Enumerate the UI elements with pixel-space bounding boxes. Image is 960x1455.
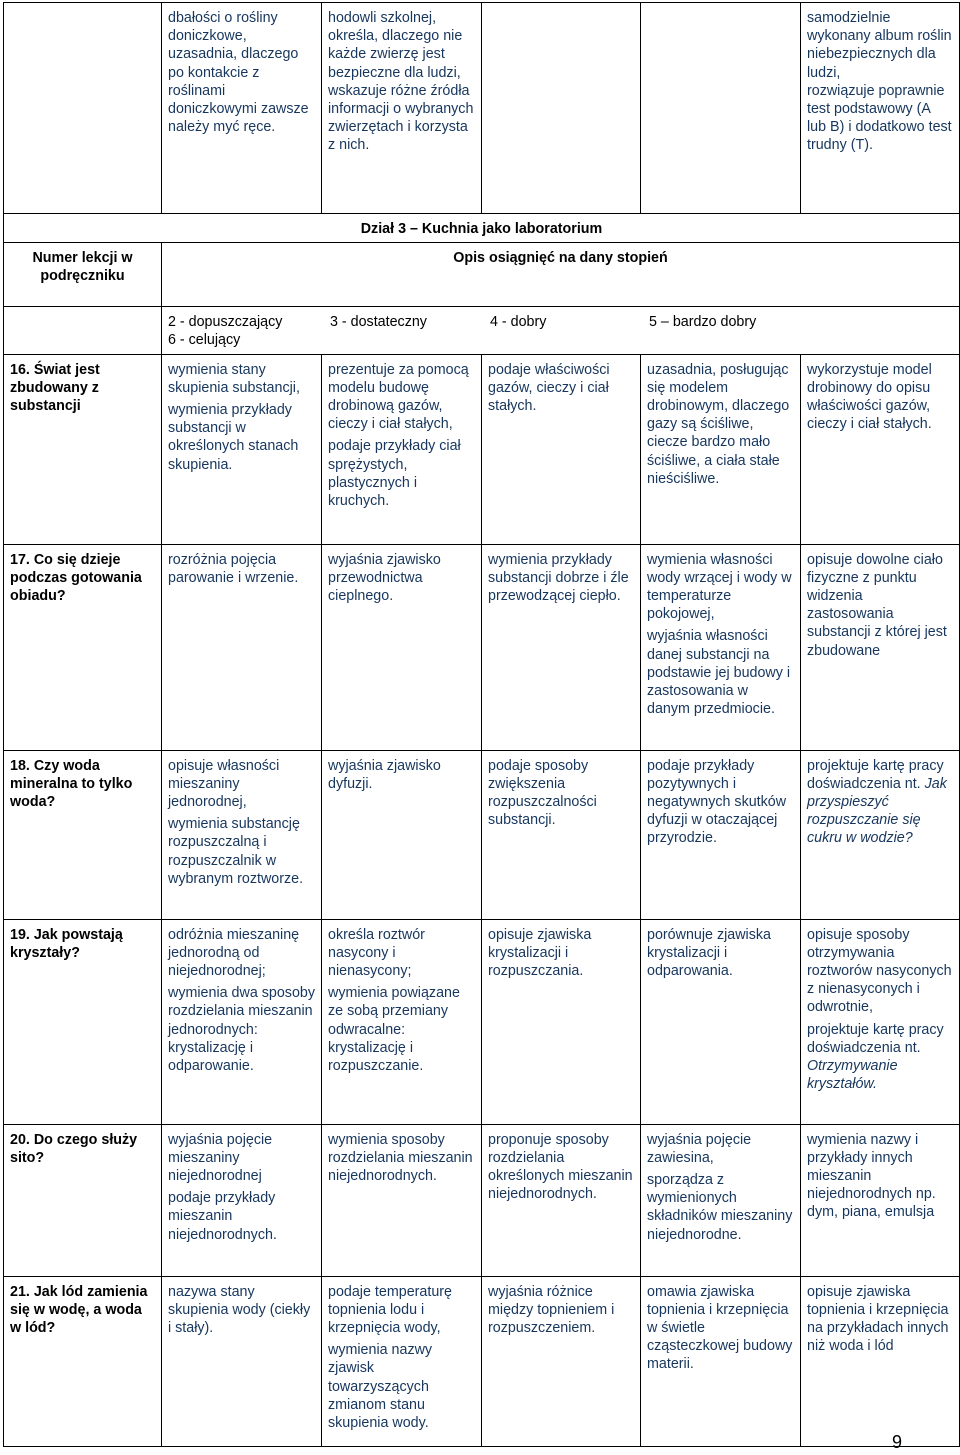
lesson-title: 17. Co się dzieje podczas gotowania obiadu? (4, 544, 162, 750)
continuation-grade4-cell (482, 3, 641, 214)
section-title-row (4, 214, 960, 243)
grade-label: 2 - dopuszczający (168, 314, 283, 331)
grade6-cell: opisuje zjawiska topnienia i krzepnięcia na przykładach innych niż woda i lód (801, 1276, 960, 1446)
grade3-cell: wymienia sposoby rozdzielania mieszanin niejednorodnych. (322, 1124, 482, 1276)
lesson-title: 18. Czy woda mineralna to tylko woda? (4, 750, 162, 919)
continuation-grade2-cell (162, 3, 322, 214)
grade5-cell: podaje przykłady pozytywnych i negatywnych skutków dyfuzji w otaczającej przyrodzie. (641, 750, 801, 919)
cell-text: samodzielnie wykonany album roślin niebezpiecznych dla ludzi, (807, 10, 952, 81)
cell-line: sporządza z wymienionych składników mieszaniny niejednorodne. (647, 1172, 793, 1243)
grade4-cell: proponuje sposoby rozdzielania określonych mieszanin niejednorodnych. (482, 1124, 641, 1276)
cell-text: rozwiązuje poprawnie test podstawowy (A lub B) i dodatkowo test trudny (T). (807, 82, 952, 154)
grades-cell (162, 307, 960, 354)
lesson-row (4, 354, 960, 544)
cell-line: wymienia dwa sposoby rozdzielania mieszanin jednorodnych: krystalizację i odparowanie. (168, 985, 316, 1075)
grade-label: 4 - dobry (490, 314, 547, 331)
cell-text: hodowli szkolnej, (328, 10, 437, 26)
continuation-grade5-cell (641, 3, 801, 214)
grade6-text: opisuje sposoby otrzymywania roztworów nasyconych z nienasyconych i odwrotnie, (807, 926, 952, 1016)
lesson-title: 16. Świat jest zbudowany z substancji (4, 354, 162, 544)
grade6-cell: wykorzystuje model drobinowy do opisu właściwości gazów, cieczy i ciał stałych. (801, 354, 960, 544)
page-number: 9 (892, 1432, 903, 1452)
lesson-number-header: Numer lekcji w podręczniku (4, 243, 162, 307)
cell-text: określa, dlaczego nie każde zwierzę jest bezpieczne dla ludzi, (328, 28, 463, 81)
grades-empty-cell (4, 307, 162, 354)
cell-line: wymienia własności wody wrzącej i wody w temperaturze pokojowej, (647, 551, 792, 623)
grade5-cell: porównuje zjawiska krystalizacji i odparowania. (641, 919, 801, 1124)
grade3-cell: wyjaśnia zjawisko dyfuzji. (322, 750, 482, 919)
grade2-cell (162, 354, 322, 544)
lesson-title: 20. Do czego służy sito? (4, 1124, 162, 1276)
grade2-cell: rozróżnia pojęcia parowanie i wrzenie. (162, 544, 322, 750)
cell-text: dbałości o rośliny doniczkowe, (168, 10, 278, 45)
grades-row (4, 307, 960, 354)
grade6-text: projektuje kartę pracy doświadczenia nt. (807, 757, 944, 792)
cell-line: opisuje własności mieszaniny jednorodnej, (168, 757, 280, 811)
cell-line: podaje przykłady mieszanin niejednorodnych. (168, 1190, 277, 1243)
cell-line: podaje temperaturę topnienia lodu i krzepnięcia wody, (328, 1283, 452, 1337)
lesson-title: 19. Jak powstają kryształy? (4, 919, 162, 1124)
continuation-lesson-cell (4, 3, 162, 214)
grade-label: 6 - celujący (168, 332, 241, 349)
cell-line: wymienia przykłady substancji w określonych stanach skupienia. (168, 402, 299, 473)
cell-line: wymienia nazwy zjawisk towarzyszących zmianom stanu skupienia wody. (328, 1342, 433, 1432)
grade4-cell: opisuje zjawiska krystalizacji i rozpuszczania. (482, 919, 641, 1124)
grade6-cell: opisuje dowolne ciało fizyczne z punktu widzenia zastosowania substancji z której jest zbudowane (801, 544, 960, 750)
continuation-row (4, 3, 960, 214)
cell-line: określa roztwór nasycony i nienasycony; (328, 926, 425, 980)
lesson-row (4, 750, 960, 919)
cell-line: wymienia powiązane ze sobą przemiany odwracalne: krystalizację i rozpuszczanie. (328, 985, 460, 1075)
header-row (4, 243, 960, 307)
grade4-cell: podaje właściwości gazów, cieczy i ciał stałych. (482, 354, 641, 544)
cell-line: odróżnia mieszaninę jednorodną od niejednorodnej; (168, 926, 300, 980)
grade4-cell: podaje sposoby zwiększenia rozpuszczalności substancji. (482, 750, 641, 919)
grade3-cell: wyjaśnia zjawisko przewodnictwa cieplnego. (322, 544, 482, 750)
achievements-header: Opis osiągnięć na dany stopień (162, 243, 960, 307)
grade2-cell: nazywa stany skupienia wody (ciekły i stały). (162, 1276, 322, 1446)
lesson-row (4, 1276, 960, 1446)
grade6-text: projektuje kartę pracy doświadczenia nt. (807, 1021, 944, 1056)
grade6-cell (801, 750, 960, 919)
grade5-cell: omawia zjawiska topnienia i krzepnięcia w świetle cząsteczkowej budowy materii. (641, 1276, 801, 1446)
grade4-cell: wymienia przykłady substancji dobrze i źle przewodzącej ciepło. (482, 544, 641, 750)
cell-text: uzasadnia, dlaczego po kontakcie z roślinami doniczkowymi zawsze należy myć ręce. (168, 46, 309, 136)
grade6-topic: Otrzymywanie kryształów. (807, 1058, 898, 1093)
lesson-title: 21. Jak lód zamienia się w wodę, a woda w lód? (4, 1276, 162, 1446)
grade6-cell: wymienia nazwy i przykłady innych mieszanin niejednorodnych np. dym, piana, emulsja (801, 1124, 960, 1276)
cell-line: podaje przykłady ciał sprężystych, plastycznych i kruchych. (328, 438, 461, 510)
grade-label: 3 - dostateczny (330, 314, 427, 331)
continuation-grade6-cell (801, 3, 960, 214)
grade4-cell: wyjaśnia różnice między topnieniem i rozpuszczeniem. (482, 1276, 641, 1446)
lesson-row (4, 919, 960, 1124)
grade3-cell (322, 1276, 482, 1446)
grade-label: 5 – bardzo dobry (649, 314, 757, 331)
lesson-row (4, 1124, 960, 1276)
grade2-cell (162, 1124, 322, 1276)
continuation-grade3-cell (322, 3, 482, 214)
cell-line: wyjaśnia pojęcie zawiesina, (647, 1131, 752, 1166)
grade3-cell (322, 919, 482, 1124)
lesson-row (4, 544, 960, 750)
grade2-cell (162, 919, 322, 1124)
curriculum-table (3, 2, 960, 1447)
grade5-cell: uzasadnia, posługując się modelem drobinowym, dlaczego gazy są ściśliwe, ciecze bardzo mało ściśliwe, a ciała stałe nieściśliwe. (641, 354, 801, 544)
section-title: Dział 3 – Kuchnia jako laboratorium (4, 214, 960, 243)
grade2-cell (162, 750, 322, 919)
cell-line: wymienia substancję rozpuszczalną i rozpuszczalnik w wybranym roztworze. (168, 816, 304, 887)
cell-line: wyjaśnia pojęcie mieszaniny niejednorodnej (168, 1131, 273, 1185)
grade6-cell (801, 919, 960, 1124)
cell-line: wyjaśnia własności danej substancji na podstawie jej budowy i zastosowania w danym przedmiocie. (647, 628, 791, 718)
grade5-cell (641, 544, 801, 750)
cell-line: wymienia stany skupienia substancji, (168, 361, 300, 396)
grade6-topic: Jak przyspieszyć rozpuszczanie się cukru w wodzie? (807, 775, 947, 847)
cell-text: wskazuje różne źródła informacji o wybranych zwierzętach i korzysta z nich. (328, 82, 474, 154)
grade5-cell (641, 1124, 801, 1276)
grade3-cell (322, 354, 482, 544)
cell-line: prezentuje za pomocą modelu budowę drobinową gazów, cieczy i ciał stałych, (328, 361, 469, 433)
